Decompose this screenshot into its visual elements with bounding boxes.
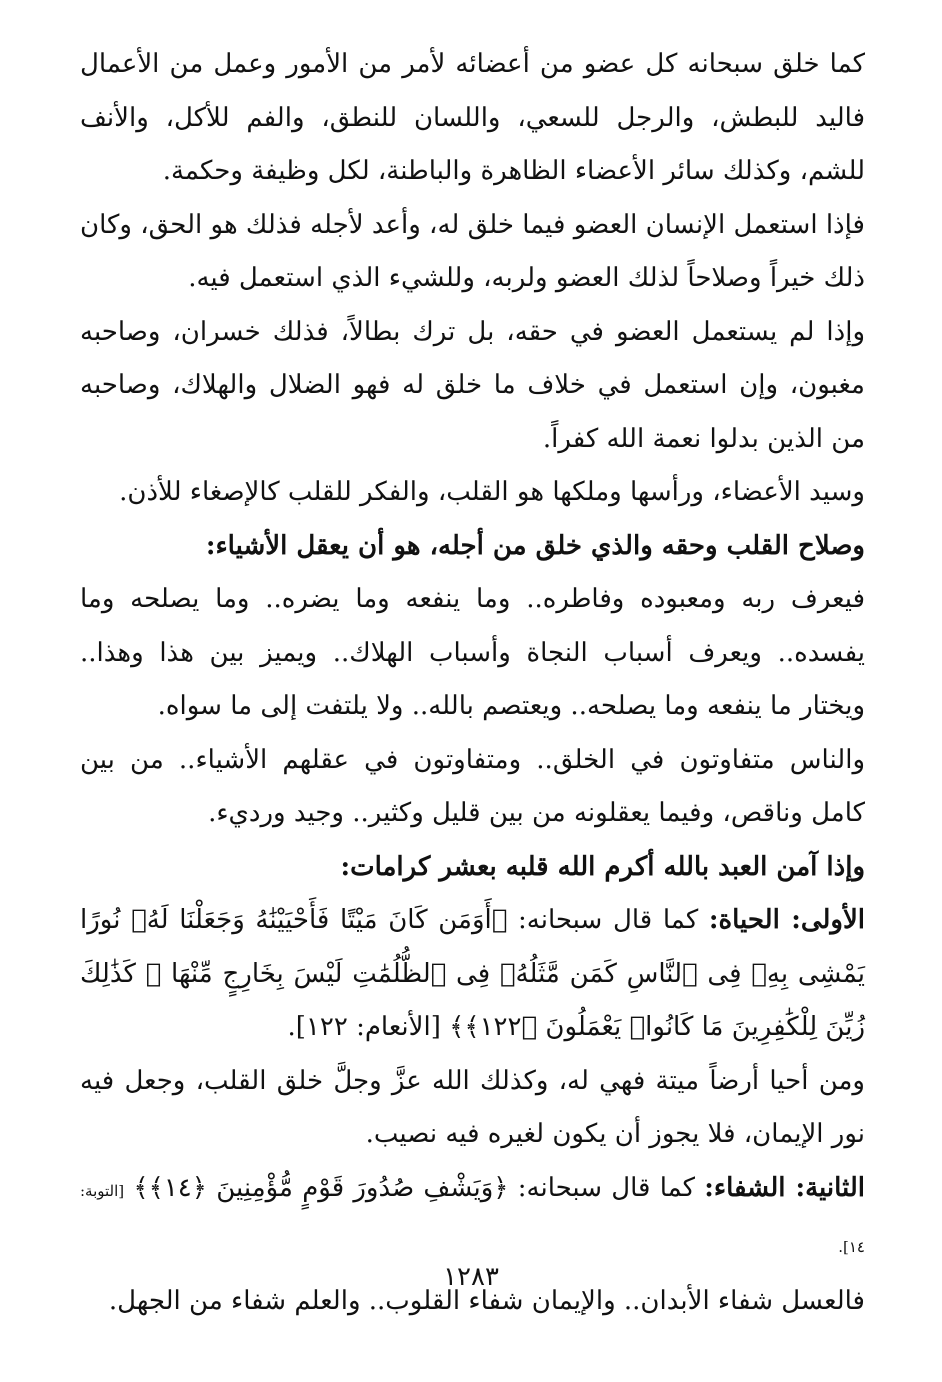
paragraph-heart-master: وسيد الأعضاء، ورأسها وملكها هو القلب، والفكر للقلب كالإصغاء للأذن. (119, 477, 865, 507)
honor-second (80, 1162, 865, 1275)
paragraph-people-differ: والناس متفاوتون في الخلق.. ومتفاوتون في عقلهم الأشياء.. من بين كامل وناقص، وفيما يعقلونه من بين قليل وكثير.. وجيد ورديء. (80, 744, 865, 828)
honor-first-reference: [الأنعام: ١٢٢]. (287, 1012, 441, 1042)
honor-first-lead: الأولى: الحياة: (708, 905, 866, 935)
honor-first-verse: ﴿أَوَمَن كَانَ مَيْتًا فَأَحْيَيْنَٰهُ وَجَعَلْنَا لَهُۥ نُورًا يَمْشِى بِهِۦ فِى ٱلنَّاسِ كَمَن مَّثَلُهُۥ فِى ٱلظُّلُمَٰتِ لَيْسَ بِخَارِجٍ مِّنْهَا ۚ كَذَٰلِكَ زُيِّنَ لِلْكَٰفِرِينَ مَا كَانُوا۟ يَعْمَلُونَ ﴿١٢٢﴾﴾ (80, 905, 865, 1042)
heading-ten-honors: وإذا آمن العبد بالله أكرم الله قلبه بعشر كرامات: (340, 851, 865, 882)
page-body (80, 38, 865, 1328)
honor-second-reference: [التوبة: ١٤]. (80, 1181, 865, 1256)
honor-second-lead: الثانية: الشفاء: (704, 1172, 866, 1203)
paragraph-honey-healing: فالعسل شفاء الأبدان.. والإيمان شفاء القلوب.. والعلم شفاء من الجهل. (108, 1285, 865, 1316)
paragraph-organs: كما خلق سبحانه كل عضو من أعضائه لأمر من الأمور وعمل من الأعمال فاليد للبطش، والرجل للسعي، واللسان للنطق، والفم للأكل، والأنف للشم، وكذلك سائر الأعضاء الظاهرة والباطنة، لكل وظيفة وحكمة. (80, 49, 865, 186)
paragraph-misuse: وإذا لم يستعمل العضو في حقه، بل ترك بطالاً، فذلك خسران، وصاحبه مغبون، وإن استعمل في خلاف ما خلق له فهو الضلال والهلاك، وصاحبه من الذين بدلوا نعمة الله كفراً. (80, 316, 865, 454)
paragraph-knowing: فيعرف ربه ومعبوده وفاطره.. وما ينفعه وما يضره.. وما يصلحه وما يفسده.. ويعرف أسباب النجاة وأسباب الهلاك.. ويميز بين هذا وهذا.. ويختار ما ينفعه وما يصلحه.. ويعتصم بالله.. ولا يلتفت إلى ما سواه. (80, 584, 865, 721)
heading-heart-purpose: وصلاح القلب وحقه والذي خلق من أجله، هو أن يعقل الأشياء: (205, 530, 865, 561)
honor-first-intro: كما قال سبحانه: (518, 905, 699, 935)
page-number: ١٢٨٣ (443, 1262, 499, 1292)
honor-first (80, 894, 865, 1055)
honor-second-intro: كما قال سبحانه: (517, 1172, 696, 1203)
paragraph-proper-use: فإذا استعمل الإنسان العضو فيما خلق له، وأعد لأجله فذلك هو الحق، وكان ذلك خيراً وصلاحاً لذلك العضو ولربه، وللشيء الذي استعمل فيه. (80, 209, 865, 293)
honor-second-verse: ﴿وَيَشْفِ صُدُورَ قَوْمٍ مُّؤْمِنِينَ ﴿١٤﴾﴾ (133, 1172, 509, 1203)
paragraph-reviving-land: ومن أحيا أرضاً ميتة فهي له، وكذلك الله عزَّ وجلَّ خلق القلب، وجعل فيه نور الإيمان، فلا يجوز أن يكون لغيره فيه نصيب. (80, 1065, 865, 1149)
